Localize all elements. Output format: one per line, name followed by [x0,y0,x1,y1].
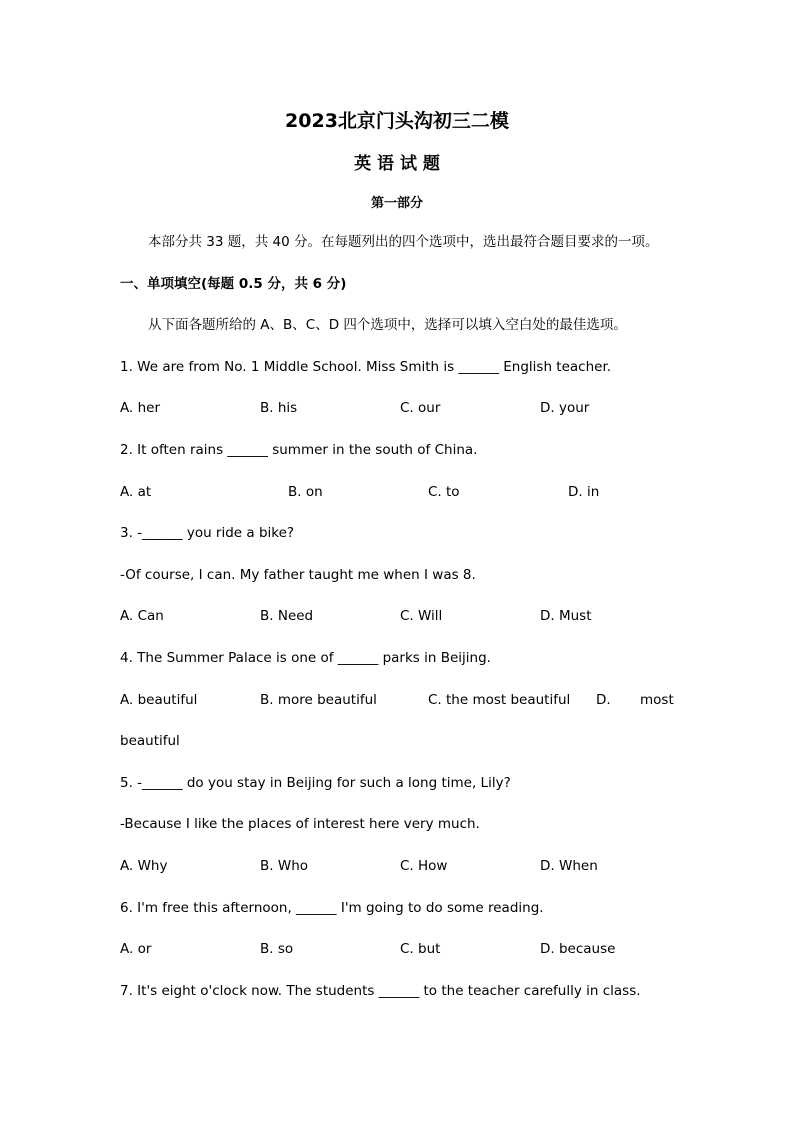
part-intro: 本部分共 33 题，共 40 分。在每题列出的四个选项中，选出最符合题目要求的一项。 [148,234,659,250]
option-d: D. your [540,400,590,416]
question-text: 6. I'm free this afternoon, ______ I'm going to do some reading. [120,900,544,916]
option-b: B. on [288,484,323,500]
subject-title: 英 语 试 题 [354,154,440,174]
option-c: C. the most beautiful [428,692,571,708]
question-text: 3. -______ you ride a bike? [120,525,295,541]
question-text: 1. We are from No. 1 Middle School. Miss Smith is ______ English teacher. [120,359,612,375]
option-a: A. at [120,484,152,500]
part-title: 第一部分 [370,196,423,211]
option-b: B. his [260,400,298,416]
option-d: D. in [568,484,600,500]
question-text: 4. The Summer Palace is one of ______ parks in Beijing. [120,650,491,666]
option-b: B. more beautiful [260,692,377,708]
option-a: A. Why [120,858,168,874]
section-heading: 一、单项填空(每题 0.5 分，共 6 分) [120,276,347,292]
option-a: A. or [120,941,152,957]
section-instruction: 从下面各题所给的 A、B、C、D 四个选项中，选择可以填入空白处的最佳选项。 [148,317,627,333]
answer-line: -Because I like the places of interest here very much. [120,816,480,832]
option-d: D. When [540,858,598,874]
option-c: C. Will [400,608,443,624]
option-a: A. beautiful [120,692,198,708]
option-b: B. Need [260,608,314,624]
answer-line: -Of course, I can. My father taught me when I was 8. [120,567,476,583]
option-d-word: most [640,692,674,708]
question-text: 7. It's eight o'clock now. The students ______ to the teacher carefully in class. [120,983,641,999]
option-c: C. but [400,941,441,957]
option-d: D. because [540,941,616,957]
option-b: B. Who [260,858,309,874]
option-c: C. to [428,484,460,500]
exam-title: 2023北京门头沟初三二模 [285,110,509,132]
option-d: D. Must [540,608,592,624]
option-b: B. so [260,941,294,957]
question-text: 2. It often rains ______ summer in the south of China. [120,442,478,458]
option-a: A. her [120,400,160,416]
question-text: 5. -______ do you stay in Beijing for such a long time, Lily? [120,775,511,791]
option-c: C. How [400,858,448,874]
option-d: D. [596,692,611,708]
option-d-continuation: beautiful [120,733,180,749]
option-c: C. our [400,400,441,416]
option-a: A. Can [120,608,164,624]
